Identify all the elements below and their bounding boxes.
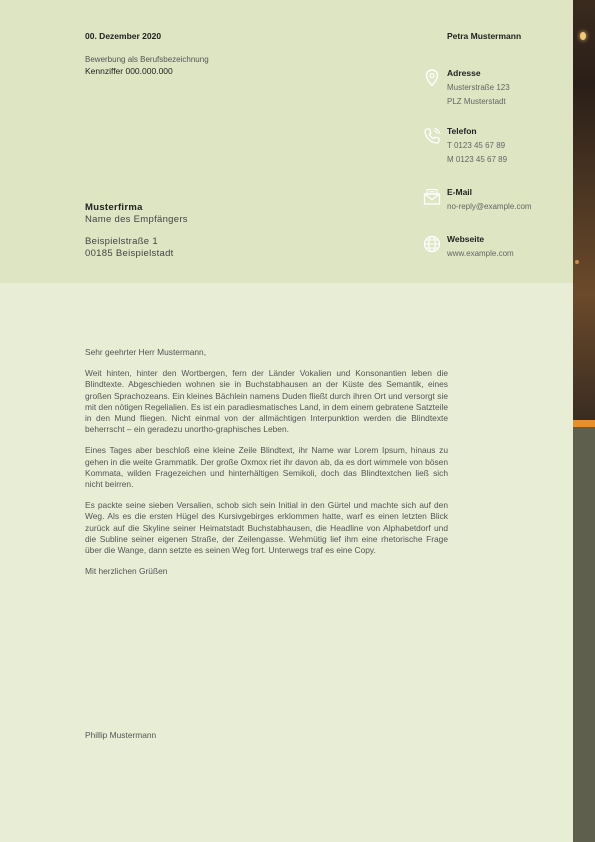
letter-body	[85, 347, 448, 577]
letter-salutation: Sehr geehrter Herr Mustermann,	[85, 347, 207, 357]
letter-closing: Mit herzlichen Grüßen	[85, 566, 168, 577]
phone-icon	[422, 126, 442, 146]
contact-phone-line2: M 0123 45 67 89	[447, 155, 508, 164]
photo-light-glint	[575, 260, 579, 264]
accent-stripe	[573, 420, 595, 427]
recipient-company: Musterfirma	[85, 202, 143, 213]
letter-subject: Bewerbung als Berufsbezeichnung	[85, 55, 209, 64]
contact-address	[422, 68, 572, 108]
contact-phone-line1: T 0123 45 67 89	[447, 141, 506, 150]
contact-phone-label: Telefon	[447, 126, 477, 136]
letter-paragraph: Weit hinten, hinter den Wortbergen, fern der Länder Vokalien und Konsonantien leben die Blindtexte. Abgeschieden wohnen sie in Buchstabhausen an der Küste des Semantik, eines großen Sprachozeans. Ein kleines Bächlein namens Duden fließt durch ihren Ort und versorgt sie mit den nötigen Regelialien. Es ist ein paradiesmatisches Land, in dem einem gebratene Satzteile in den Mund fliegen. Nicht einmal von der allmächtigen Interpunktion werden die Blindtexte beherrscht – ein geradezu unortho-graphisches Leben.	[85, 368, 448, 435]
recipient-city: 00185 Beispielstadt	[85, 248, 174, 259]
contact-website-label: Webseite	[447, 234, 485, 244]
contact-website	[422, 234, 572, 262]
contact-address-line2: PLZ Musterstadt	[447, 97, 506, 106]
location-pin-icon	[422, 68, 442, 88]
letter-date: 00. Dezember 2020	[85, 31, 162, 41]
contact-email	[422, 187, 572, 215]
contact-email-label: E-Mail	[447, 187, 473, 197]
recipient-block	[85, 202, 188, 259]
letter-reference: Kennziffer 000.000.000	[85, 66, 173, 76]
globe-icon	[422, 234, 442, 254]
contact-phone	[422, 126, 572, 166]
mail-icon	[422, 187, 442, 207]
photo-dark-section	[573, 0, 595, 420]
sender-name: Petra Mustermann	[447, 31, 522, 41]
recipient-name: Name des Empfängers	[85, 214, 188, 225]
letter-paragraph: Es packte seine sieben Versalien, schob sich sein Initial in den Gürtel und machte sich auf den Weg. Als es die ersten Hügel des Kursivgebirges erklommen hatte, warf es einen letzten Blick zurück auf die Skyline seiner Heimatstadt Buchstabhausen, die Headline von Alphabetdorf und die Subline seiner eigenen Straße, der Zeilengasse. Wehmütig lief ihm eine rhetorische Frage über die Wange, dann setzte es seinen Weg fort. Unterwegs traf es eine Copy.	[85, 500, 448, 556]
contact-email-line1[interactable]: no-reply@example.com	[447, 202, 532, 211]
photo-light-bulb	[580, 32, 586, 40]
contact-website-line1[interactable]: www.example.com	[447, 249, 514, 258]
recipient-street: Beispielstraße 1	[85, 236, 158, 247]
contact-address-line1: Musterstraße 123	[447, 83, 510, 92]
side-photo	[573, 0, 595, 842]
letter-paragraph: Eines Tages aber beschloß eine kleine Zeile Blindtext, ihr Name war Lorem Ipsum, hinaus zu gehen in die weite Grammatik. Der große Oxmox riet ihr davon ab, da es dort wimmele von bösen Kommata, wilden Fragezeichen und hinterhältigen Semikoli, doch das Blindtextchen ließ sich nicht beirren.	[85, 445, 448, 490]
letter-signature: Phillip Mustermann	[85, 730, 157, 740]
contact-address-label: Adresse	[447, 68, 481, 78]
